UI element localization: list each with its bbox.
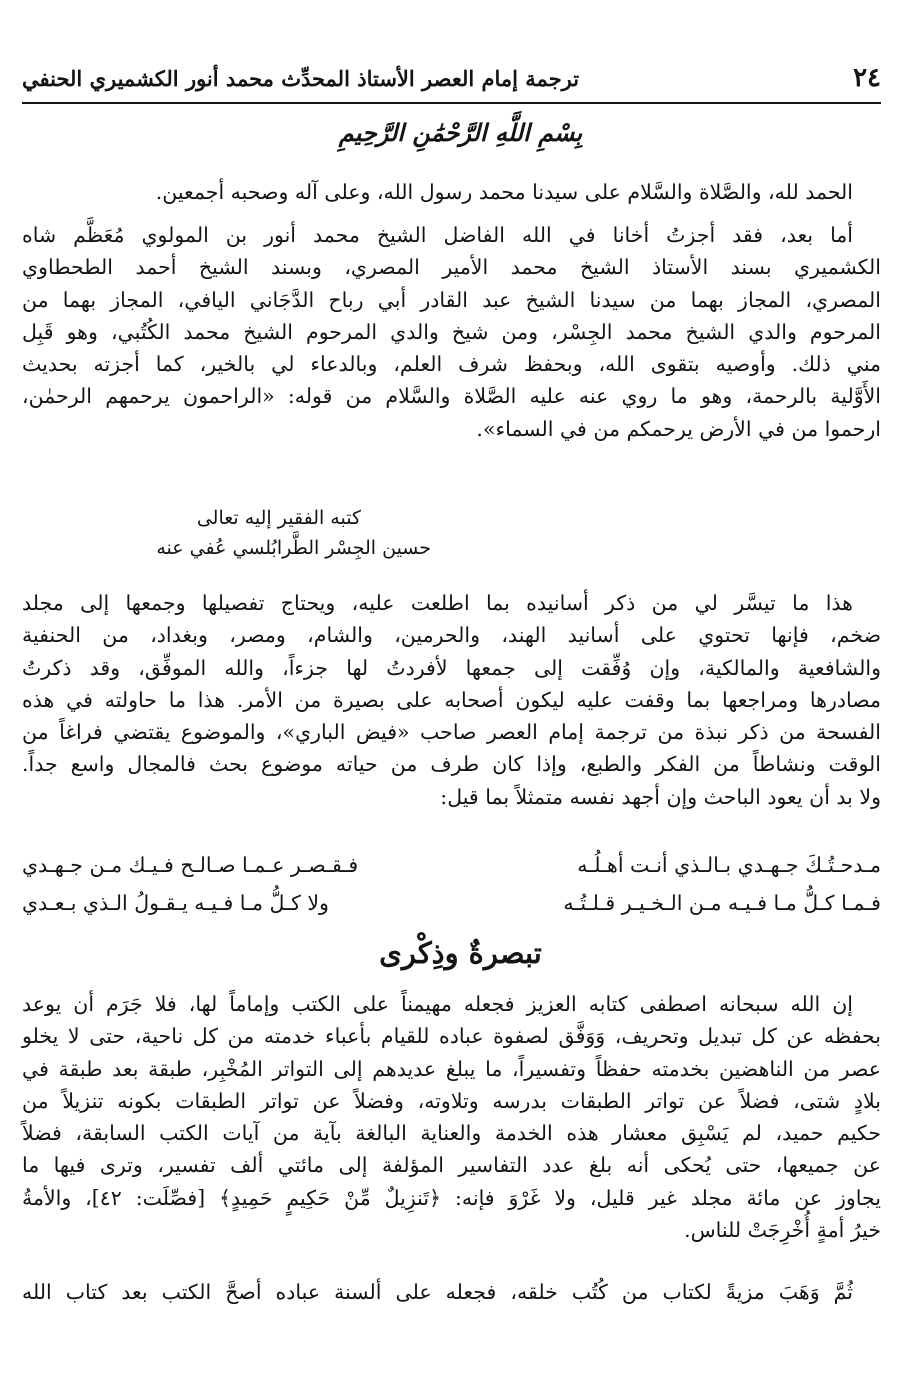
quran-paragraph	[22, 988, 881, 1246]
text-line: المصري، المجاز بهما من سيدنا الشيخ عبد القادر أبي رباح الدَّجَاني اليافي، المجاز بهما من	[22, 287, 881, 312]
text-line: أما بعد، فقد أجزتُ أخانا في الله الفاضل الشيخ محمد أنور بن المولوي مُعَظَّم شاه	[22, 223, 853, 247]
header-rule	[22, 102, 881, 104]
text-line: خيرُ أمةٍ أُخْرِجَتْ للناس.	[684, 1218, 881, 1243]
text-line: مصادرها ومراجعها بما وقفت عليه ليكون أصحابه على بصيرة من الأمر. هذا ما حاولته في هذه	[22, 687, 881, 712]
text-line: عصر من الناهضين بخدمته حفظاً وتفسيراً، ما يبلغ عديدهم إلى التواتر المُخْبِر، طبقة بعد طبقة في	[22, 1056, 881, 1081]
text-line: الحمد لله، والصَّلاة والسَّلام على سيدنا محمد رسول الله، وعلى آله وصحبه أجمعين.	[155, 180, 853, 204]
text-line: الكشميري بسند الأستاذ الشيخ محمد الأمير المصري، وبسند الشيخ أحمد الطحطاوي	[22, 255, 881, 280]
text-line: ولا بد أن يعود الباحث وإن أجهد نفسه متمثلاً بما قيل:	[440, 784, 881, 809]
sources-paragraph	[22, 587, 881, 813]
verse-first-hemistich: مـدحـتُـكَ جـهـدي بـالـذي أنـت أهـلُـه	[577, 853, 881, 877]
intro-paragraph	[22, 176, 881, 208]
signature-block	[156, 503, 431, 563]
text-line: المرحوم والدي الشيخ محمد الجِسْر، ومن شيخ والدي المرحوم الشيخ محمد الكُتُبي، وهو قَبِل	[22, 319, 881, 344]
text-line: الفسحة من ذكر نبذة من ترجمة إمام العصر صاحب «فيض الباري»، والموضوع يقتضي فراغاً من	[22, 720, 881, 745]
running-title: ترجمة إمام العصر الأستاذ المحدِّث محمد أنور الكشميري الحنفي	[22, 65, 580, 91]
verse-second-hemistich: ولا كـلُّ مـا فـيـه يـقـولُ الـذي بـعـدي	[22, 891, 329, 915]
text-line: ثُمَّ وَهَبَ مزيةً لكتاب من كُتُب خلقه، فجعله على ألسنة عباده أصحَّ الكتب بعد كتاب الله	[22, 1280, 853, 1304]
text-line: بحفظه عن كل تبديل وتحريف، وَوَفَّق لصفوة عباده للقيام بأعباء خدمته من كل ناحية، حتى لا يخلو	[22, 1024, 881, 1049]
text-line: عن جميعها، حتى يُحكى أنه بلغ عدد التفاسير المؤلفة إلى مائتي ألف تفسير، وترى فيها ما	[22, 1153, 881, 1178]
text-line: إن الله سبحانه اصطفى كتابه العزيز فجعله مهيمناً على الكتب وإماماً لها، فلا جَرَم أن يوعد	[22, 992, 853, 1016]
signature-line: كتبه الفقير إليه تعالى	[196, 507, 361, 529]
verse-first-hemistich: فـمـا كـلُّ مـا فـيـه مـن الـخـيـر قـلـتُـه	[563, 891, 881, 915]
text-line: هذا ما تيسَّر لي من ذكر أسانيده بما اطلعت عليه، ويحتاج تفصيلها وجمعها إلى مجلد	[22, 591, 853, 615]
running-header	[22, 60, 881, 96]
text-line: الوقت ونشاطاً من الفكر والطبع، وإذا كان طرف من حياته موضوع بحث فالمجال واسع جداً.	[22, 752, 881, 777]
text-line: ارحموا من في الأرض يرحمكم من في السماء».	[476, 416, 881, 441]
poetry-verses	[22, 846, 881, 922]
text-line: حكيم حميد، لم يَسْبِق معشار هذه الخدمة والعناية البالغة بآية من آيات الكتب السابقة، فضلاً	[22, 1121, 881, 1146]
text-line: مني ذلك. وأوصيه بتقوى الله، وبحفظ شرف العلم، وبالدعاء لي بالخير، كما أجزته بحديث	[22, 352, 881, 377]
text-line: والشافعية والمالكية، وإن وُفِّقت إلى جمعها لأفردتُ لها جزءاً، والله الموفِّق، وقد ذكرتُ	[22, 655, 881, 680]
verse-second-hemistich: فـقـصـر عـمـا صـالـح فـيـك مـن جـهـدي	[22, 853, 359, 877]
text-line: الأَوَّلية بالرحمة، وهو ما روي عنه عليه الصَّلاة والسَّلام من قوله: «الراحمون يرحمهم الرحمٰن،	[22, 384, 881, 409]
verse	[22, 846, 881, 884]
verse	[22, 884, 881, 922]
text-line: ضخم، فإنها تحتوي على أسانيد الهند، والحرمين، والشام، ومصر، وبغداد، من الحنفية	[22, 623, 881, 648]
basmala-calligraphy: بِسْمِ اللَّهِ الرَّحْمَٰنِ الرَّحِيمِ	[338, 118, 583, 147]
text-line: يجاوز عن مائة مجلد غير قليل، ولا غَرْوَ فإنه: ﴿تَنزِيلٌ مِّنْ حَكِيمٍ حَمِيدٍ﴾ [فصِّلَت: ٤٢]، والأمةُ	[22, 1185, 881, 1210]
sunnah-paragraph	[22, 1276, 881, 1308]
ijaza-paragraph	[22, 219, 881, 445]
signature-name: حسين الجِسْر الطَّرابُلسي عُفي عنه	[156, 537, 431, 559]
text-line: بلادٍ شتى، فضلاً عن تواتر الطبقات بدرسه وتلاوته، وفضلاً عن تواتر الطبقات بكونه تنزيلاً من	[22, 1088, 881, 1113]
section-heading: تبصرةٌ وذِكْرى	[379, 936, 542, 970]
page-number: ٢٤	[853, 63, 881, 93]
